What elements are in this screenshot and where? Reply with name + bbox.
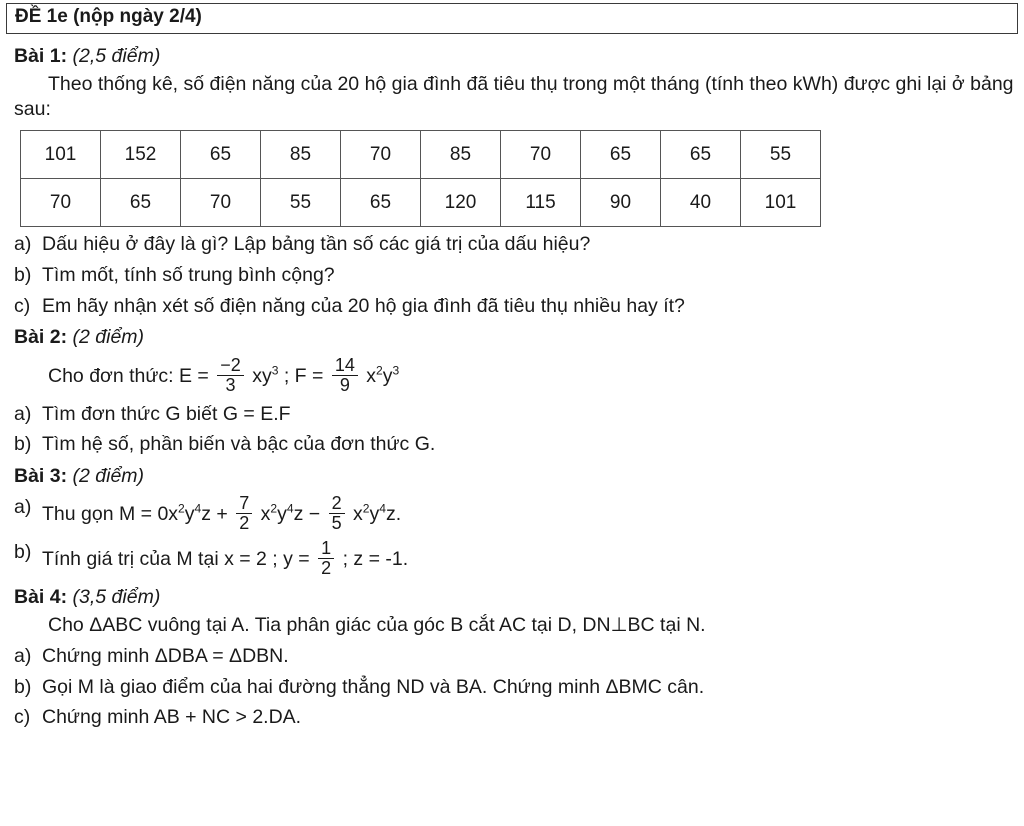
item-marker: a)	[14, 233, 32, 256]
data-table	[20, 130, 821, 227]
item-math-expression	[42, 537, 1014, 580]
document-title: ĐỀ 1e (nộp ngày 2/4)	[6, 3, 1018, 34]
formula-term-2b-exponent: 3	[392, 363, 400, 378]
expr-term-3: z −	[293, 502, 321, 525]
fraction-seven-halves	[236, 494, 252, 534]
item-marker: c)	[14, 706, 31, 729]
table-cell: 70	[21, 179, 101, 227]
item-text: Tìm hệ số, phần biến và bậc của đơn thức G.	[42, 433, 436, 456]
item-marker: b)	[14, 540, 32, 563]
fraction-minus-two-thirds	[217, 356, 244, 396]
table-cell: 55	[741, 131, 821, 179]
table-row	[21, 179, 821, 227]
fraction-numerator: 1	[321, 537, 332, 558]
formula-term-1-exponent: 3	[271, 363, 279, 378]
table-cell: 65	[581, 131, 661, 179]
table-cell: 85	[421, 131, 501, 179]
exercise-4-intro: Cho ΔABC vuông tại A. Tia phân giác của góc B cắt AC tại D, DN⊥BC tại N.	[48, 614, 706, 637]
expr-lead: Tính giá trị của M tại x = 2 ; y =	[42, 547, 310, 570]
exercise-4-points: (3,5 điểm)	[72, 586, 161, 609]
expr-term-1-exponent: 2	[270, 501, 278, 516]
item-marker: c)	[14, 294, 31, 317]
fraction-numerator: 14	[334, 355, 355, 376]
exercise-1-points: (2,5 điểm)	[72, 44, 161, 67]
exercise-1-item-b	[14, 263, 1014, 289]
expr-exponent-1: 2	[178, 501, 185, 516]
fraction-denominator: 3	[217, 375, 244, 396]
table-cell: 70	[501, 131, 581, 179]
exercise-2-heading	[14, 325, 1014, 351]
item-marker: a)	[14, 402, 32, 425]
exercise-3-points: (2 điểm)	[72, 465, 145, 488]
fraction-one-half	[318, 539, 334, 579]
item-marker: a)	[14, 644, 32, 667]
fraction-denominator: 2	[236, 513, 252, 534]
formula-term-2b: y	[382, 365, 393, 388]
exercise-4-item-a	[14, 644, 1014, 670]
exercise-3-label: Bài 3:	[14, 465, 68, 488]
table-cell: 65	[661, 131, 741, 179]
table-cell: 65	[341, 179, 421, 227]
exercise-4-item-c	[14, 705, 1014, 731]
table-cell: 55	[261, 179, 341, 227]
document-body	[0, 34, 1024, 731]
item-text: Dấu hiệu ở đây là gì? Lập bảng tần số các giá trị của dấu hiệu?	[42, 233, 591, 256]
item-text: Tìm đơn thức G biết G = E.F	[42, 402, 291, 425]
exercise-3-item-b	[14, 537, 1014, 580]
formula-term-1: xy	[252, 365, 272, 388]
exercise-2-formula	[48, 357, 1014, 397]
exercise-1-label: Bài 1:	[14, 44, 68, 67]
expr-tail: ; z = -1.	[342, 547, 409, 570]
item-text: Tìm mốt, tính số trung bình cộng?	[42, 263, 335, 286]
fraction-numerator: −2	[220, 355, 241, 376]
exercise-2-item-a	[14, 402, 1014, 428]
table-cell: 101	[741, 179, 821, 227]
expr-mid-2: z +	[201, 502, 228, 525]
table-cell: 115	[501, 179, 581, 227]
item-text: Em hãy nhận xét số điện năng của 20 hộ gia đình đã tiêu thụ nhiều hay ít?	[42, 294, 685, 317]
formula-term-2a: x	[366, 365, 377, 388]
exercise-2-points: (2 điểm)	[72, 326, 145, 349]
fraction-two-fifths	[329, 494, 345, 534]
item-text: Chứng minh AB + NC > 2.DA.	[42, 706, 302, 729]
exercise-1-intro: Theo thống kê, số điện năng của 20 hộ gia đình đã tiêu thụ trong một tháng (tính theo kWh) được ghi lại ở bảng sau:	[14, 72, 1014, 121]
table-cell: 90	[581, 179, 661, 227]
item-text: Gọi M là giao điểm của hai đường thẳng ND và BA. Chứng minh ΔBMC cân.	[42, 675, 705, 698]
formula-lead: Cho đơn thức: E =	[48, 365, 209, 388]
fraction-numerator: 7	[239, 492, 250, 513]
item-math-expression	[42, 492, 1014, 535]
fraction-denominator: 2	[318, 558, 334, 579]
item-marker: b)	[14, 675, 32, 698]
expr-term-1: x	[260, 502, 271, 525]
expr-tail: z.	[385, 502, 402, 525]
table-cell: 65	[181, 131, 261, 179]
exercise-4-item-b	[14, 675, 1014, 701]
expr-term-5-exponent: 4	[379, 501, 386, 516]
fraction-fourteen-ninths	[332, 356, 358, 396]
expr-term-2: y	[277, 502, 287, 525]
formula-term-2a-exponent: 2	[376, 363, 383, 378]
exercise-1-item-c	[14, 294, 1014, 320]
fraction-denominator: 5	[329, 513, 345, 534]
exercise-1-item-a	[14, 232, 1014, 258]
table-cell: 101	[21, 131, 101, 179]
table-cell: 120	[421, 179, 501, 227]
expr-mid-1: y	[184, 502, 195, 525]
table-cell: 70	[181, 179, 261, 227]
table-cell: 85	[261, 131, 341, 179]
exercise-2-label: Bài 2:	[14, 326, 68, 349]
fraction-numerator: 2	[331, 492, 342, 513]
exercise-1-heading	[14, 44, 1014, 70]
table-row	[21, 131, 821, 179]
expr-term-4: x	[353, 502, 363, 525]
item-marker: b)	[14, 433, 32, 456]
expr-term-4-exponent: 2	[362, 501, 370, 516]
exercise-3-heading	[14, 464, 1014, 490]
table-cell: 65	[101, 179, 181, 227]
exercise-3-item-a	[14, 492, 1014, 535]
expr-lead: Thu gọn M = 0x	[42, 502, 179, 525]
exercise-4-label: Bài 4:	[14, 586, 68, 609]
item-marker: b)	[14, 263, 32, 286]
formula-separator: ; F =	[283, 365, 324, 388]
expr-term-5: y	[369, 502, 380, 525]
expr-exponent-2: 4	[194, 501, 202, 516]
expr-term-2-exponent: 4	[286, 501, 294, 516]
table-cell: 40	[661, 179, 741, 227]
exercise-4-heading	[14, 585, 1014, 611]
item-marker: a)	[14, 495, 32, 518]
item-text: Chứng minh ΔDBA = ΔDBN.	[42, 644, 289, 667]
table-cell: 152	[101, 131, 181, 179]
table-cell: 70	[341, 131, 421, 179]
exercise-2-item-b	[14, 432, 1014, 458]
fraction-denominator: 9	[332, 375, 358, 396]
